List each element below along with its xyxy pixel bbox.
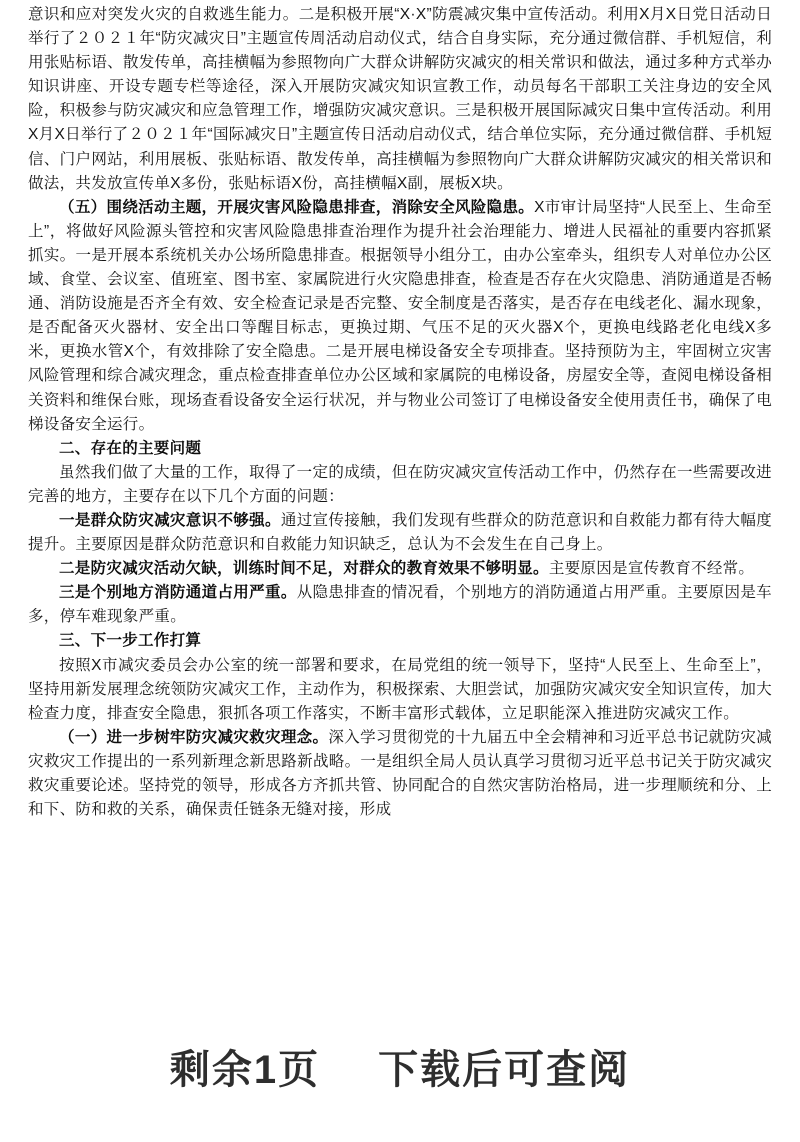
bold-text-segment: 二是防灾减灾活动欠缺，训练时间不足，对群众的教育效果不够明显。 bbox=[59, 560, 549, 578]
bold-text-segment: 二、存在的主要问题 bbox=[59, 439, 202, 457]
body-text-segment: 通过宣传接触，我们发现有些群众的防范意识和自救能力都有待大幅度提升。主要原因是群众防范意识和自救能力知识缺乏，总认为不会发生在自己身上。 bbox=[28, 511, 772, 554]
footer-banner bbox=[0, 1038, 800, 1095]
para-problems-intro bbox=[28, 461, 772, 509]
body-text-segment: 按照X市减灾委员会办公室的统一部署和要求，在局党组的统一领导下，坚持“人民至上、生命至上”，坚持用新发展理念统领防灾减灾工作，主动作为，积极探索、大胆尝试，加强防灾减灾安全知识宣传，加大检查力度，排查安全隐患，狠抓各项工作落实，不断丰富形式载体，立足职能深入推进防灾减灾工作。 bbox=[28, 656, 772, 722]
body-text-segment: 意识和应对突发火灾的自救逃生能力。二是积极开展“X·X”防震减灾集中宣传活动。利用X月X日党日活动日举行了２０２１年“防灾减灾日”主题宣传周活动启动仪式，结合自身实际，充分通过微信群、手机短信，利用张贴标语、散发传单，高挂横幅为参照物向广大群众讲解防灾减灾的相关常识和做法，通过多种方式举办知识讲座、开设专题专栏等途径，深入开展防灾减灾知识宣教工作，动员每名干部职工关注身边的安全风险，积极参与防灾减灾和应急管理工作，增强防灾减灾意识。三是积极开展国际减灾日集中宣传活动。利用X月X日举行了２０２１年“国际减灾日”主题宣传日活动启动仪式，结合单位实际，充分通过微信群、手机短信、门户网站，利用展板、张贴标语、散发传单，高挂横幅为参照物向广大群众讲解防灾减灾的相关常识和做法，共发放宣传单X多份，张贴标语X份，高挂横幅X副，展板X块。 bbox=[28, 6, 772, 192]
bold-text-segment: （五）围绕活动主题，开展灾害风险隐患排查，消除安全风险隐患。 bbox=[59, 198, 535, 216]
footer-remaining-pages: 剩余1页 bbox=[169, 1048, 321, 1092]
body-text-segment: 主要原因是宣传教育不经常。 bbox=[548, 560, 755, 578]
para-publicity-activities bbox=[28, 3, 772, 196]
para-next-steps-intro bbox=[28, 654, 772, 726]
para-problem-2 bbox=[28, 557, 772, 581]
bold-text-segment: （一）进一步树牢防灾减灾救灾理念。 bbox=[59, 728, 329, 746]
body-text-segment: X市审计局坚持“人民至上、生命至上”，将做好风险源头管控和灾害风险隐患排查治理作为提升社会治理能力、增进人民福祉的重要内容抓紧抓实。一是开展本系统机关办公场所隐患排查。根据领导小组分工，由办公室牵头，组织专人对单位办公区域、食堂、会议室、值班室、图书室、家属院进行火灾隐患排查，检查是否存在火灾隐患、消防通道是否畅通、消防设施是否齐全有效、安全检查记录是否完整、安全制度是否落实，是否存在电线老化、漏水现象，是否配备灭火器材、安全出口等醒目标志，更换过期、气压不足的灭火器X个，更换电线路老化电线X多米，更换水管X个，有效排除了安全隐患。二是开展电梯设备安全专项排查。坚持预防为主，牢固树立灾害风险管理和综合减灾理念，重点检查排查单位办公区域和家属院的电梯设备，房屋安全等，查阅电梯设备相关资料和维保台账，现场查看设备安全运行状况，并与物业公司签订了电梯设备安全使用责任书，确保了电梯设备安全运行。 bbox=[28, 198, 772, 433]
bold-text-segment: 一是群众防灾减灾意识不够强。 bbox=[59, 511, 281, 529]
para-problem-1 bbox=[28, 509, 772, 557]
heading-next-steps bbox=[28, 629, 772, 653]
body-text-segment: 深入学习贯彻党的十九届五中全会精神和习近平总书记就防灾减灾救灾工作提出的一系列新理念新思路新战略。一是组织全局人员认真学习贯彻习近平总书记关于防灾减灾救灾重要论述。坚持党的领导，形成各方齐抓共管、协同配合的自然灾害防治格局，进一步理顺统和分、上和下、防和救的关系，确保责任链条无缝对接，形成 bbox=[28, 728, 772, 819]
heading-main-problems bbox=[28, 437, 772, 461]
footer-download-hint: 下载后可查阅 bbox=[378, 1048, 631, 1092]
body-text-segment: 从隐患排查的情况看，个别地方的消防通道占用严重。主要原因是车多，停车难现象严重。 bbox=[28, 584, 772, 626]
para-next-step-1 bbox=[28, 726, 772, 822]
para-section-5-hazard-inspection bbox=[28, 196, 772, 437]
para-problem-3 bbox=[28, 581, 772, 629]
bold-text-segment: 三、下一步工作打算 bbox=[59, 632, 202, 650]
body-text-segment: 虽然我们做了大量的工作，取得了一定的成绩，但在防灾减灾宣传活动工作中，仍然存在一些需要改进完善的地方，主要存在以下几个方面的问题： bbox=[28, 463, 772, 505]
bold-text-segment: 三是个别地方消防通道占用严重。 bbox=[59, 584, 297, 602]
